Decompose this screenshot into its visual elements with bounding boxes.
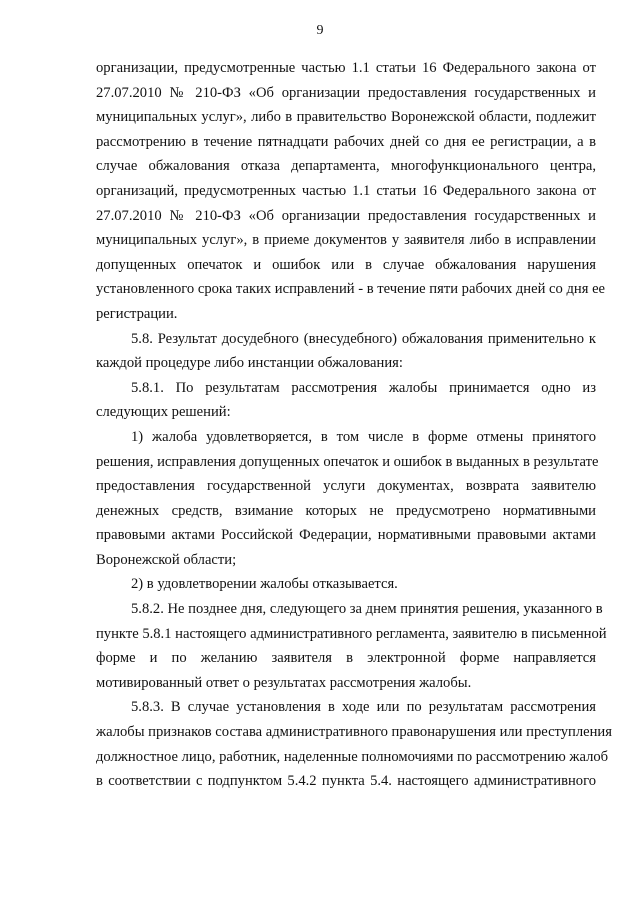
text-line: допущенных опечаток и ошибок или в случае обжалования нарушения bbox=[96, 256, 596, 273]
text-line: должностное лицо, работник, наделенные полномочиями по рассмотрению жалоб bbox=[96, 748, 609, 765]
text-line: жалобы признаков состава административного правонарушения или преступления bbox=[96, 724, 612, 741]
text-line: Воронежской области; bbox=[96, 551, 237, 568]
text-line: 27.07.2010 № 210-ФЗ «Об организации предоставления государственных и bbox=[96, 84, 596, 101]
text-line: 1) жалоба удовлетворяется, в том числе в форме отмены принятого bbox=[131, 428, 596, 445]
text-line: рассмотрению в течение пятнадцати рабочих дней со дня ее регистрации, а в bbox=[96, 133, 596, 150]
text-line: правовыми актами Российской Федерации, нормативными правовыми актами bbox=[96, 527, 596, 544]
text-line: мотивированный ответ о результатах рассмотрения жалобы. bbox=[96, 674, 472, 691]
text-line: каждой процедуре либо инстанции обжалования: bbox=[96, 355, 403, 372]
text-line: 27.07.2010 № 210-ФЗ «Об организации предоставления государственных и bbox=[96, 207, 596, 224]
text-line: решения, исправления допущенных опечаток и ошибок в выданных в результате bbox=[96, 453, 599, 470]
text-line: следующих решений: bbox=[96, 404, 231, 421]
text-line: форме и по желанию заявителя в электронной форме направляется bbox=[96, 650, 596, 667]
text-line: муниципальных услуг», в приеме документов у заявителя либо в исправлении bbox=[96, 232, 596, 249]
body-text bbox=[96, 56, 612, 794]
text-line: 5.8.3. В случае установления в ходе или по результатам рассмотрения bbox=[131, 699, 596, 716]
text-line: предоставления государственной услуги документах, возврата заявителю bbox=[96, 478, 596, 495]
text-line: 5.8.1. По результатам рассмотрения жалобы принимается одно из bbox=[131, 379, 596, 396]
text-line: регистрации. bbox=[96, 305, 178, 322]
text-line: 5.8. Результат досудебного (внесудебного) обжалования применительно к bbox=[131, 330, 596, 347]
text-line: пункте 5.8.1 настоящего административного регламента, заявителю в письменной bbox=[96, 625, 607, 642]
text-line: муниципальных услуг», либо в правительство Воронежской области, подлежит bbox=[96, 109, 596, 126]
text-line: 2) в удовлетворении жалобы отказывается. bbox=[131, 576, 398, 593]
text-line: денежных средств, взимание которых не предусмотрено нормативными bbox=[96, 502, 596, 519]
text-line: организации, предусмотренные частью 1.1 статьи 16 Федерального закона от bbox=[96, 60, 596, 76]
page-number: 9 bbox=[316, 23, 324, 38]
text-line: в соответствии с подпунктом 5.4.2 пункта 5.4. настоящего административного bbox=[96, 773, 596, 790]
text-line: установленного срока таких исправлений - в течение пяти рабочих дней со дня ее bbox=[96, 281, 606, 298]
text-line: организаций, предусмотренных частью 1.1 статьи 16 Федерального закона от bbox=[96, 182, 596, 199]
text-line: 5.8.2. Не позднее дня, следующего за днем принятия решения, указанного в bbox=[131, 601, 603, 618]
text-line: случае обжалования отказа департамента, многофункционального центра, bbox=[96, 158, 596, 175]
